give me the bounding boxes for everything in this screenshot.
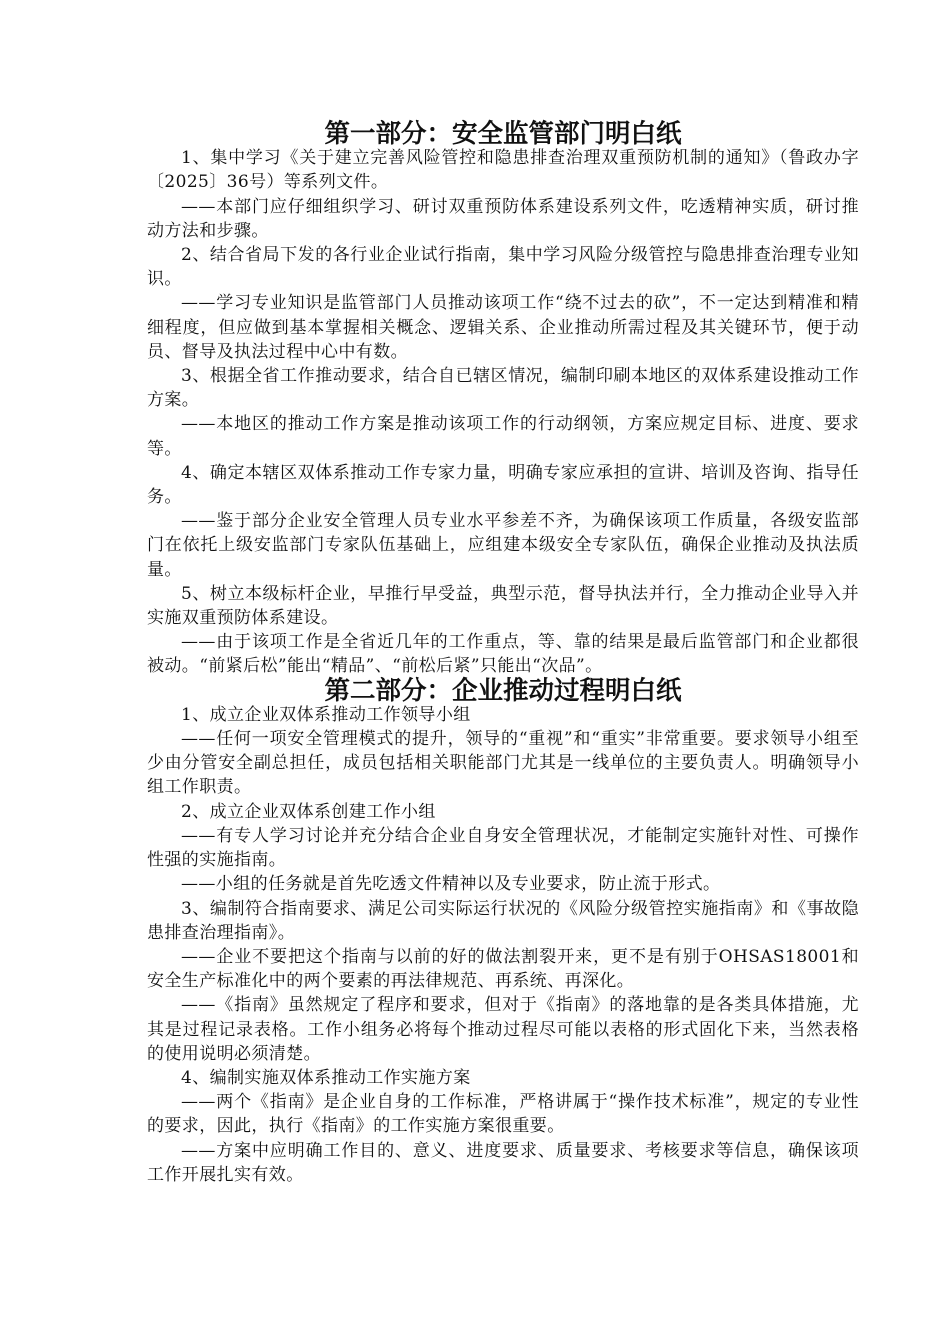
part1-item-2: 2、结合省局下发的各行业企业试行指南，集中学习风险分级管控与隐患排查治理专业知识。 [147, 245, 859, 290]
part2-note-3a: ——企业不要把这个指南与以前的好的做法割裂开来，更不是有别于OHSAS18001和安全生产标准化中的两个要素的再法律规范、再系统、再深化。 [147, 946, 859, 992]
part2-item-4: 4、编制实施双体系推动工作实施方案 [181, 1067, 471, 1088]
part2-item-2: 2、成立企业双体系创建工作小组 [181, 801, 436, 822]
part2-note-3b: ——《指南》虽然规定了程序和要求，但对于《指南》的落地靠的是各类具体措施，尤其是过程记录表格。工作小组务必将每个推动过程尽可能以表格的形式固化下来，当然表格的使用说明必须清楚。 [147, 995, 859, 1064]
part2-note-4a: ——两个《指南》是企业自身的工作标准，严格讲属于“操作技术标准”，规定的专业性的要求，因此，执行《指南》的工作实施方案很重要。 [147, 1092, 859, 1137]
part2-note-2b: ——小组的任务就是首先吃透文件精神以及专业要求，防止流于形式。 [181, 874, 721, 895]
part2-heading: 第二部分：企业推动过程明白纸 [324, 675, 682, 706]
part1-note-5: ——由于该项工作是全省近几年的工作重点，等、靠的结果是最后监管部门和企业都很被动。“前紧后松”能出“精品”、“前松后紧”只能出“次品”。 [147, 632, 859, 677]
part1-item-1: 1、集中学习《关于建立完善风险管控和隐患排查治理双重预防机制的通知》（鲁政办字〔2025〕36号）等系列文件。 [147, 148, 859, 193]
part2-item-3: 3、编制符合指南要求、满足公司实际运行状况的《风险分级管控实施指南》和《事故隐患排查治理指南》。 [147, 898, 859, 943]
part1-note-4: ——鉴于部分企业安全管理人员专业水平参差不齐，为确保该项工作质量，各级安监部门在依托上级安监部门专家队伍基础上，应组建本级安全专家队伍，确保企业推动及执法质量。 [147, 511, 859, 580]
part1-item-3: 3、根据全省工作推动要求，结合自已辖区情况，编制印刷本地区的双体系建设推动工作方案。 [147, 366, 859, 411]
part2-note-2a: ——有专人学习讨论并充分结合企业自身安全管理状况，才能制定实施针对性、可操作性强的实施指南。 [147, 825, 859, 871]
part1-item-4: 4、确定本辖区双体系推动工作专家力量，明确专家应承担的宣讲、培训及咨询、指导任务。 [147, 462, 859, 508]
part1-note-2: ——学习专业知识是监管部门人员推动该项工作“绕不过去的砍”，不一定达到精准和精细程度，但应做到基本掌握相关概念、逻辑关系、企业推动所需过程及其关键环节，便于动员、督导及执法过程中心中有数。 [147, 293, 859, 362]
part2-note-4b: ——方案中应明确工作目的、意义、进度要求、质量要求、考核要求等信息，确保该项工作开展扎实有效。 [147, 1140, 859, 1185]
part2-note-1: ——任何一项安全管理模式的提升，领导的“重视”和“重实”非常重要。要求领导小组至少由分管安全副总担任，成员包括相关职能部门尤其是一线单位的主要负责人。明确领导小组工作职责。 [147, 729, 859, 798]
part1-note-3: ——本地区的推动工作方案是推动该项工作的行动纲领，方案应规定目标、进度、要求等。 [147, 414, 859, 459]
part1-item-5: 5、树立本级标杆企业，早推行早受益，典型示范，督导执法并行，全力推动企业导入并实施双重预防体系建设。 [147, 583, 859, 629]
part1-note-1: ——本部门应仔细组织学习、研讨双重预防体系建设系列文件，吃透精神实质，研讨推动方法和步骤。 [147, 196, 859, 241]
part2-item-1: 1、成立企业双体系推动工作领导小组 [181, 704, 471, 725]
document-page [147, 119, 859, 1187]
part1-heading: 第一部分：安全监管部门明白纸 [324, 119, 682, 149]
